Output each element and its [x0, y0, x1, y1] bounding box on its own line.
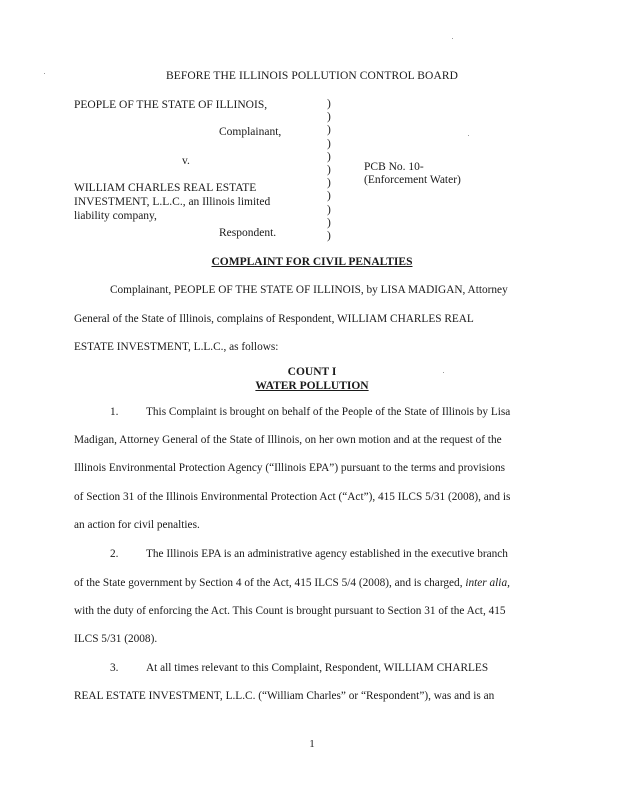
board-heading: BEFORE THE ILLINOIS POLLUTION CONTROL BOARD	[165, 70, 459, 82]
count-subheading: WATER POLLUTION	[255, 380, 369, 392]
plaintiff-name: PEOPLE OF THE STATE OF ILLINOIS,	[74, 99, 268, 111]
paragraph-1-line-3: Illinois Environmental Protection Agency (“Illinois EPA”) pursuant to the terms and provisions	[74, 462, 505, 474]
complaint-title: COMPLAINT FOR CIVIL PENALTIES	[211, 256, 413, 268]
paragraph-2-line-2: of the State government by Section 4 of the Act, 415 ILCS 5/4 (2008), and is charged,	[74, 577, 463, 589]
paragraph-2-line-4: ILCS 5/31 (2008).	[74, 633, 158, 645]
paragraph-3-line-2: REAL ESTATE INVESTMENT, L.L.C. (“William Charles” or “Respondent”), was and is an	[74, 690, 495, 702]
paragraph-2-line-2-wrapper	[74, 577, 510, 589]
page-number: 1	[309, 738, 315, 750]
paragraph-1-line-2: Madigan, Attorney General of the State of Illinois, on her own motion and at the request of the	[74, 434, 502, 446]
intro-line-1: Complainant, PEOPLE OF THE STATE OF ILLINOIS, by LISA MADIGAN, Attorney	[110, 284, 508, 296]
paragraph-1-line-4: of Section 31 of the Illinois Environmental Protection Act (“Act”), 415 ILCS 5/31 (2008), and is	[74, 491, 511, 503]
versus-label: v.	[182, 155, 190, 167]
complainant-label: Complainant,	[219, 126, 282, 138]
scan-speck	[468, 135, 469, 136]
paragraph-1-line-5: an action for civil penalties.	[74, 519, 200, 531]
paragraph-2-line-3: with the duty of enforcing the Act. This Count is brought pursuant to Section 31 of the Act, 415	[74, 605, 506, 617]
intro-line-2: General of the State of Illinois, complains of Respondent, WILLIAM CHARLES REAL	[74, 313, 474, 325]
pcb-number: PCB No. 10-	[364, 161, 424, 173]
defendant-line-3: liability company,	[74, 210, 157, 222]
defendant-line-2: INVESTMENT, L.L.C., an Illinois limited	[74, 196, 271, 208]
intro-line-3: ESTATE INVESTMENT, L.L.C., as follows:	[74, 341, 279, 353]
enforcement-type: (Enforcement Water)	[364, 174, 461, 186]
count-heading: COUNT I	[287, 366, 337, 378]
inter-alia-text: inter alia,	[465, 577, 510, 589]
paragraph-3-line-1: At all times relevant to this Complaint, Respondent, WILLIAM CHARLES	[146, 662, 489, 674]
paragraph-1-line-1: This Complaint is brought on behalf of the People of the State of Illinois by Lisa	[146, 406, 511, 418]
paragraph-number: 1.	[110, 406, 119, 418]
caption-parentheses: ) ) ) ) ) ) ) ) ) ) )	[327, 98, 331, 243]
paragraph-number: 3.	[110, 662, 119, 674]
respondent-label: Respondent.	[219, 227, 277, 239]
scan-speck	[452, 38, 453, 39]
defendant-line-1: WILLIAM CHARLES REAL ESTATE	[74, 182, 257, 194]
paragraph-2-line-1: The Illinois EPA is an administrative agency established in the executive branch	[146, 548, 508, 560]
paragraph-number: 2.	[110, 548, 119, 560]
